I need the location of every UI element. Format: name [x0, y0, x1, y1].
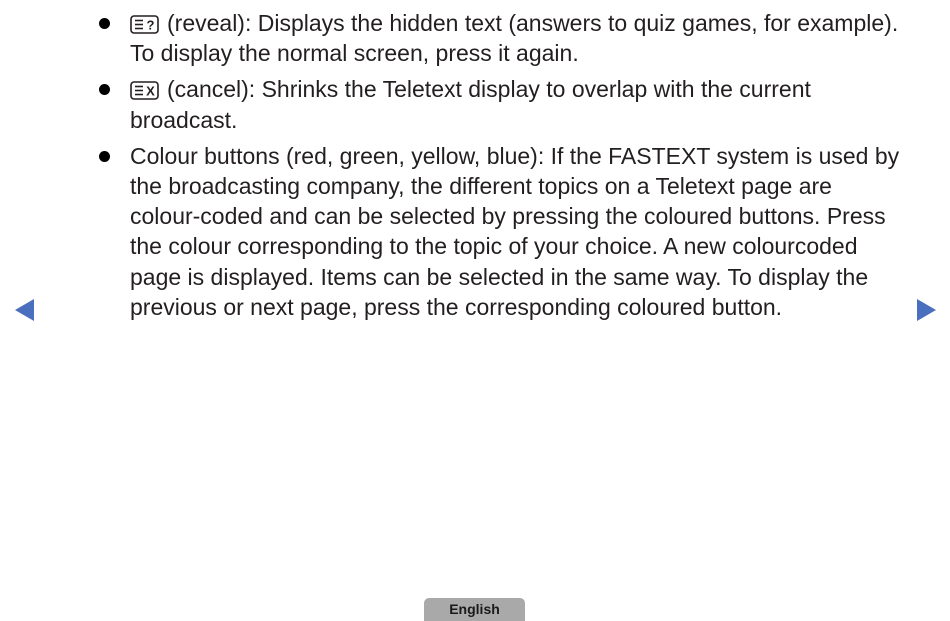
reveal-glyph: ? — [146, 17, 155, 33]
next-page-icon[interactable] — [917, 299, 936, 321]
previous-page-icon[interactable] — [15, 299, 34, 321]
colour-buttons-description: Colour buttons (red, green, yellow, blue): If the FASTEXT system is used by the broadcasting company, the different topics on a Teletext page are colour-coded and can be selected by pressing the coloured buttons. Press the colour corresponding to the topic of your choice. A new colourcoded page is displayed. Items can be selected in the same way. To display the previous or next page, press the corresponding coloured button. — [130, 142, 900, 320]
bullet-dot — [99, 151, 110, 162]
teletext-cancel-icon — [130, 81, 159, 100]
list-item-colour-buttons — [96, 141, 908, 322]
cancel-glyph: X — [146, 83, 155, 99]
cancel-description: (cancel): Shrinks the Teletext display to overlap with the current broadcast. — [130, 76, 811, 133]
bullet-dot — [99, 18, 110, 29]
language-tab[interactable]: English — [424, 598, 525, 621]
list-item-cancel — [96, 74, 908, 134]
list-item-reveal — [96, 8, 908, 68]
manual-content — [96, 8, 908, 328]
teletext-reveal-icon — [130, 15, 159, 34]
reveal-description: (reveal): Displays the hidden text (answers to quiz games, for example). To display the normal screen, press it again. — [130, 10, 899, 67]
bullet-list — [96, 8, 908, 322]
bullet-dot — [99, 84, 110, 95]
